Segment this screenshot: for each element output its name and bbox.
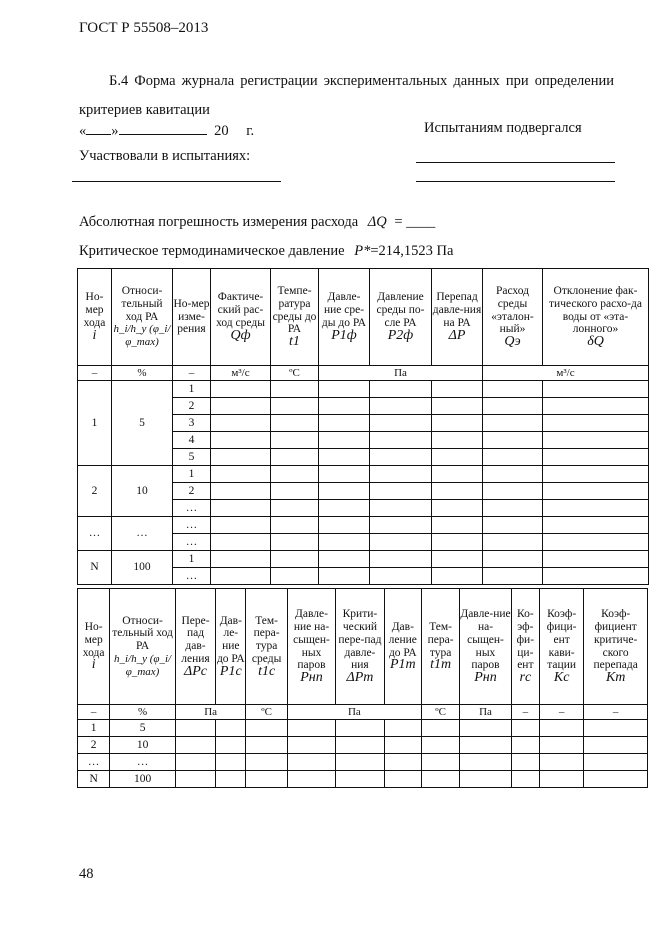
- blank-entry-cell[interactable]: [211, 568, 271, 585]
- blank-entry-cell[interactable]: [216, 754, 246, 771]
- document-header: ГОСТ Р 55508–2013: [79, 20, 209, 36]
- t1-header-cell: Фактиче-ский рас-ход среды Qф: [211, 269, 271, 366]
- blank-entry-cell[interactable]: [432, 449, 483, 466]
- blank-entry-cell[interactable]: [483, 500, 543, 517]
- blank-entry-cell[interactable]: [543, 551, 649, 568]
- blank-entry-cell[interactable]: [319, 432, 370, 449]
- blank-entry-cell[interactable]: [216, 771, 246, 788]
- blank-entry-cell[interactable]: [543, 449, 649, 466]
- blank-entry-cell[interactable]: [483, 517, 543, 534]
- t2-header-cell: Относи-тельный ход РА h_i/h_y (φ_i/φ_max): [110, 589, 176, 705]
- t1-unit-cell: –: [173, 366, 211, 381]
- blank-entry-cell[interactable]: [271, 517, 319, 534]
- blank-entry-cell[interactable]: [271, 551, 319, 568]
- blank-entry-cell[interactable]: [460, 754, 511, 771]
- blank-entry-cell[interactable]: [246, 771, 287, 788]
- participants-blank-line: [72, 181, 281, 182]
- run-number-cell: N: [78, 771, 110, 788]
- blank-entry-cell[interactable]: [483, 398, 543, 415]
- tested-blank-line-1: [416, 162, 615, 163]
- year-suffix: г.: [246, 123, 255, 139]
- blank-entry-cell[interactable]: [539, 737, 583, 754]
- blank-entry-cell[interactable]: [483, 466, 543, 483]
- blank-entry-cell[interactable]: [543, 466, 649, 483]
- blank-entry-cell[interactable]: [483, 449, 543, 466]
- blank-entry-cell[interactable]: [175, 737, 215, 754]
- blank-entry-cell[interactable]: [271, 381, 319, 398]
- blank-entry-cell[interactable]: [211, 449, 271, 466]
- measurement-number-cell: 3: [173, 415, 211, 432]
- t1-unit-cell: м³/с: [211, 366, 271, 381]
- t1-unit-cell: –: [78, 366, 112, 381]
- blank-entry-cell[interactable]: [319, 449, 370, 466]
- blank-entry-cell[interactable]: [370, 432, 432, 449]
- blank-entry-cell[interactable]: [432, 500, 483, 517]
- measurement-number-cell: …: [173, 500, 211, 517]
- blank-entry-cell[interactable]: [432, 415, 483, 432]
- blank-entry-cell[interactable]: [246, 737, 287, 754]
- blank-entry-cell[interactable]: [175, 720, 215, 737]
- blank-entry-cell[interactable]: [483, 432, 543, 449]
- blank-entry-cell[interactable]: [432, 381, 483, 398]
- year-prefix: 20: [214, 123, 229, 139]
- blank-entry-cell[interactable]: [483, 534, 543, 551]
- blank-entry-cell[interactable]: [432, 534, 483, 551]
- t2-header-cell: Дав-ление до РА P1m: [384, 589, 421, 705]
- blank-entry-cell[interactable]: [483, 483, 543, 500]
- table1-header-row: [78, 269, 649, 366]
- blank-entry-cell[interactable]: [460, 737, 511, 754]
- section-paragraph: Б.4 Форма журнала регистрации экспериментальных данных при определении критериев кавитации: [79, 73, 614, 118]
- table-row: [78, 466, 649, 483]
- blank-entry-cell[interactable]: [483, 415, 543, 432]
- relative-stroke-cell: 10: [110, 737, 176, 754]
- t2-unit-cell: ºС: [246, 705, 287, 720]
- relative-stroke-cell: 100: [112, 551, 173, 585]
- t2-unit-cell: Па: [175, 705, 246, 720]
- blank-entry-cell[interactable]: [543, 483, 649, 500]
- relative-stroke-cell: …: [110, 754, 176, 771]
- t2-unit-cell: ºС: [421, 705, 459, 720]
- blank-entry-cell[interactable]: [370, 551, 432, 568]
- blank-entry-cell[interactable]: [370, 534, 432, 551]
- blank-entry-cell[interactable]: [336, 771, 384, 788]
- participants-label: Участвовали в испытаниях:: [79, 148, 251, 164]
- t2-unit-cell: Па: [287, 705, 421, 720]
- measurement-number-cell: 2: [173, 398, 211, 415]
- run-number-cell: 2: [78, 737, 110, 754]
- blank-entry-cell[interactable]: [370, 415, 432, 432]
- tested-blank-line-2: [416, 181, 615, 182]
- blank-entry-cell[interactable]: [543, 398, 649, 415]
- blank-entry-cell[interactable]: [211, 381, 271, 398]
- t2-header-cell: Крити-ческий пере-пад давле-ния ΔPm: [336, 589, 384, 705]
- t1-unit-cell: м³/с: [483, 366, 649, 381]
- table-row: [78, 754, 648, 771]
- blank-entry-cell[interactable]: [584, 771, 648, 788]
- blank-entry-cell[interactable]: [370, 517, 432, 534]
- blank-entry-cell[interactable]: [319, 568, 370, 585]
- t2-unit-cell: –: [78, 705, 110, 720]
- t1-header-cell: Давление среды по-сле РА P2ф: [370, 269, 432, 366]
- blank-entry-cell[interactable]: [432, 483, 483, 500]
- t2-header-cell: Пере-пад дав-ления ΔPс: [175, 589, 215, 705]
- blank-entry-cell[interactable]: [432, 517, 483, 534]
- blank-entry-cell[interactable]: [511, 754, 539, 771]
- blank-entry-cell[interactable]: [543, 381, 649, 398]
- relative-stroke-cell: 100: [110, 771, 176, 788]
- blank-entry-cell[interactable]: [384, 771, 421, 788]
- blank-entry-cell[interactable]: [246, 720, 287, 737]
- run-number-cell: …: [78, 517, 112, 551]
- blank-entry-cell[interactable]: [216, 737, 246, 754]
- run-number-cell: 1: [78, 381, 112, 466]
- table2-body: [78, 720, 648, 788]
- blank-entry-cell[interactable]: [370, 381, 432, 398]
- blank-entry-cell[interactable]: [543, 500, 649, 517]
- measurement-number-cell: 5: [173, 449, 211, 466]
- blank-entry-cell[interactable]: [432, 568, 483, 585]
- blank-entry-cell[interactable]: [370, 568, 432, 585]
- t2-unit-cell: Па: [460, 705, 511, 720]
- blank-entry-cell[interactable]: [211, 517, 271, 534]
- blank-entry-cell[interactable]: [319, 551, 370, 568]
- table2-units-row: [78, 705, 648, 720]
- table-row: [78, 551, 649, 568]
- blank-entry-cell[interactable]: [421, 754, 459, 771]
- blank-entry-cell[interactable]: [271, 415, 319, 432]
- blank-entry-cell[interactable]: [432, 398, 483, 415]
- blank-entry-cell[interactable]: [246, 754, 287, 771]
- blank-entry-cell[interactable]: [319, 381, 370, 398]
- experiment-table-1: [77, 268, 649, 585]
- relative-stroke-cell: …: [112, 517, 173, 551]
- blank-entry-cell[interactable]: [319, 466, 370, 483]
- blank-entry-cell[interactable]: [511, 720, 539, 737]
- open-quote: «: [79, 123, 87, 139]
- abs-error-symbol: ΔQ: [367, 214, 387, 230]
- blank-entry-cell[interactable]: [370, 449, 432, 466]
- table-row: [78, 381, 649, 398]
- run-number-cell: 1: [78, 720, 110, 737]
- blank-entry-cell[interactable]: [319, 500, 370, 517]
- blank-entry-cell[interactable]: [432, 432, 483, 449]
- abs-error-value: = ____: [394, 214, 436, 230]
- relative-stroke-cell: 5: [110, 720, 176, 737]
- blank-entry-cell[interactable]: [287, 771, 335, 788]
- blank-entry-cell[interactable]: [336, 720, 384, 737]
- blank-entry-cell[interactable]: [287, 737, 335, 754]
- measurement-number-cell: 1: [173, 381, 211, 398]
- blank-entry-cell[interactable]: [271, 449, 319, 466]
- day-blank: [86, 120, 111, 135]
- blank-entry-cell[interactable]: [384, 737, 421, 754]
- blank-entry-cell[interactable]: [211, 466, 271, 483]
- table-row: [78, 771, 648, 788]
- t2-header-cell: Коэф-фициент критиче-ского перепада Km: [584, 589, 648, 705]
- blank-entry-cell[interactable]: [271, 568, 319, 585]
- blank-entry-cell[interactable]: [370, 500, 432, 517]
- blank-entry-cell[interactable]: [211, 551, 271, 568]
- blank-entry-cell[interactable]: [460, 720, 511, 737]
- t2-unit-cell: %: [110, 705, 176, 720]
- blank-entry-cell[interactable]: [543, 568, 649, 585]
- experiment-table-2: [77, 588, 648, 788]
- blank-entry-cell[interactable]: [432, 466, 483, 483]
- blank-entry-cell[interactable]: [216, 720, 246, 737]
- tested-label: Испытаниям подвергался: [424, 120, 582, 136]
- table1-units-row: [78, 366, 649, 381]
- blank-entry-cell[interactable]: [539, 771, 583, 788]
- blank-entry-cell[interactable]: [543, 415, 649, 432]
- abs-error-line: [79, 214, 435, 231]
- measurement-number-cell: …: [173, 517, 211, 534]
- table2-header-row: [78, 589, 648, 705]
- blank-entry-cell[interactable]: [460, 771, 511, 788]
- blank-entry-cell[interactable]: [584, 737, 648, 754]
- blank-entry-cell[interactable]: [584, 720, 648, 737]
- blank-entry-cell[interactable]: [483, 381, 543, 398]
- t1-unit-cell: ºС: [271, 366, 319, 381]
- t1-header-cell: Отклонение фак-тического расхо-да воды от «эта-лонного» δQ: [543, 269, 649, 366]
- blank-entry-cell[interactable]: [421, 720, 459, 737]
- blank-entry-cell[interactable]: [271, 466, 319, 483]
- measurement-number-cell: 2: [173, 483, 211, 500]
- t2-unit-cell: –: [511, 705, 539, 720]
- blank-entry-cell[interactable]: [370, 398, 432, 415]
- run-number-cell: 2: [78, 466, 112, 517]
- t2-header-cell: Дав-ле-ние до РА P1c: [216, 589, 246, 705]
- measurement-number-cell: …: [173, 534, 211, 551]
- blank-entry-cell[interactable]: [384, 720, 421, 737]
- measurement-number-cell: 1: [173, 551, 211, 568]
- blank-entry-cell[interactable]: [211, 500, 271, 517]
- blank-entry-cell[interactable]: [336, 754, 384, 771]
- critical-pressure-label: Критическое термодинамическое давление: [79, 243, 345, 259]
- blank-entry-cell[interactable]: [483, 551, 543, 568]
- blank-entry-cell[interactable]: [539, 754, 583, 771]
- close-quote: »: [111, 123, 119, 139]
- month-blank: [119, 120, 207, 135]
- blank-entry-cell[interactable]: [287, 720, 335, 737]
- blank-entry-cell[interactable]: [287, 754, 335, 771]
- run-number-cell: …: [78, 754, 110, 771]
- blank-entry-cell[interactable]: [211, 398, 271, 415]
- blank-entry-cell[interactable]: [370, 483, 432, 500]
- t1-header-cell: Относи-тельный ход РА h_i/h_y (φ_i/φ_max): [112, 269, 173, 366]
- t1-header-cell: Но-мер хода i: [78, 269, 112, 366]
- run-number-cell: N: [78, 551, 112, 585]
- t2-header-cell: Коэф-фици-ент кави-тации Kс: [539, 589, 583, 705]
- blank-entry-cell[interactable]: [539, 720, 583, 737]
- blank-entry-cell[interactable]: [175, 771, 215, 788]
- blank-entry-cell[interactable]: [336, 737, 384, 754]
- t2-header-cell: Ко-эф-фи-ци-ент rс: [511, 589, 539, 705]
- blank-entry-cell[interactable]: [421, 737, 459, 754]
- blank-entry-cell[interactable]: [175, 754, 215, 771]
- blank-entry-cell[interactable]: [432, 551, 483, 568]
- relative-stroke-cell: 10: [112, 466, 173, 517]
- measurement-number-cell: 4: [173, 432, 211, 449]
- blank-entry-cell[interactable]: [421, 771, 459, 788]
- measurement-number-cell: …: [173, 568, 211, 585]
- relative-stroke-cell: 5: [112, 381, 173, 466]
- blank-entry-cell[interactable]: [584, 754, 648, 771]
- blank-entry-cell[interactable]: [543, 534, 649, 551]
- blank-entry-cell[interactable]: [271, 534, 319, 551]
- table-row: [78, 720, 648, 737]
- blank-entry-cell[interactable]: [211, 534, 271, 551]
- blank-entry-cell[interactable]: [271, 500, 319, 517]
- critical-pressure-symbol: P*: [354, 243, 371, 259]
- blank-entry-cell[interactable]: [211, 483, 271, 500]
- blank-entry-cell[interactable]: [319, 398, 370, 415]
- table-row: [78, 737, 648, 754]
- t2-unit-cell: –: [539, 705, 583, 720]
- blank-entry-cell[interactable]: [543, 517, 649, 534]
- blank-entry-cell[interactable]: [319, 415, 370, 432]
- page-number: 48: [79, 866, 94, 882]
- blank-entry-cell[interactable]: [211, 432, 271, 449]
- blank-entry-cell[interactable]: [271, 483, 319, 500]
- t2-header-cell: Но-мер хода i: [78, 589, 110, 705]
- t2-header-cell: Тем-пера-тура среды t1c: [246, 589, 287, 705]
- t2-header-cell: Тем-пера-тура t1m: [421, 589, 459, 705]
- t1-header-cell: Перепад давле-ния на РА ΔP: [432, 269, 483, 366]
- abs-error-label: Абсолютная погрешность измерения расхода: [79, 214, 359, 230]
- t1-header-cell: Но-мер изме-рения: [173, 269, 211, 366]
- critical-pressure-line: [79, 243, 453, 260]
- t1-header-cell: Темпе-ратура среды до РА t1: [271, 269, 319, 366]
- t2-header-cell: Давле-ние на-сыщен-ных паров Pнп: [460, 589, 511, 705]
- blank-entry-cell[interactable]: [319, 534, 370, 551]
- blank-entry-cell[interactable]: [370, 466, 432, 483]
- t1-header-cell: Расход среды «эталон-ный» Qэ: [483, 269, 543, 366]
- blank-entry-cell[interactable]: [211, 415, 271, 432]
- t1-unit-cell: %: [112, 366, 173, 381]
- t2-header-cell: Давле-ние на-сыщен-ных паров Pнп: [287, 589, 335, 705]
- critical-pressure-value: =214,1523 Па: [370, 243, 454, 259]
- table-row: [78, 517, 649, 534]
- blank-entry-cell[interactable]: [384, 754, 421, 771]
- t2-unit-cell: –: [584, 705, 648, 720]
- t1-header-cell: Давле-ние сре-ды до РА P1ф: [319, 269, 370, 366]
- t1-unit-cell: Па: [319, 366, 483, 381]
- measurement-number-cell: 1: [173, 466, 211, 483]
- blank-entry-cell[interactable]: [543, 432, 649, 449]
- blank-entry-cell[interactable]: [271, 398, 319, 415]
- blank-entry-cell[interactable]: [483, 568, 543, 585]
- blank-entry-cell[interactable]: [511, 771, 539, 788]
- blank-entry-cell[interactable]: [319, 483, 370, 500]
- table1-body: [78, 381, 649, 585]
- blank-entry-cell[interactable]: [511, 737, 539, 754]
- blank-entry-cell[interactable]: [271, 432, 319, 449]
- blank-entry-cell[interactable]: [319, 517, 370, 534]
